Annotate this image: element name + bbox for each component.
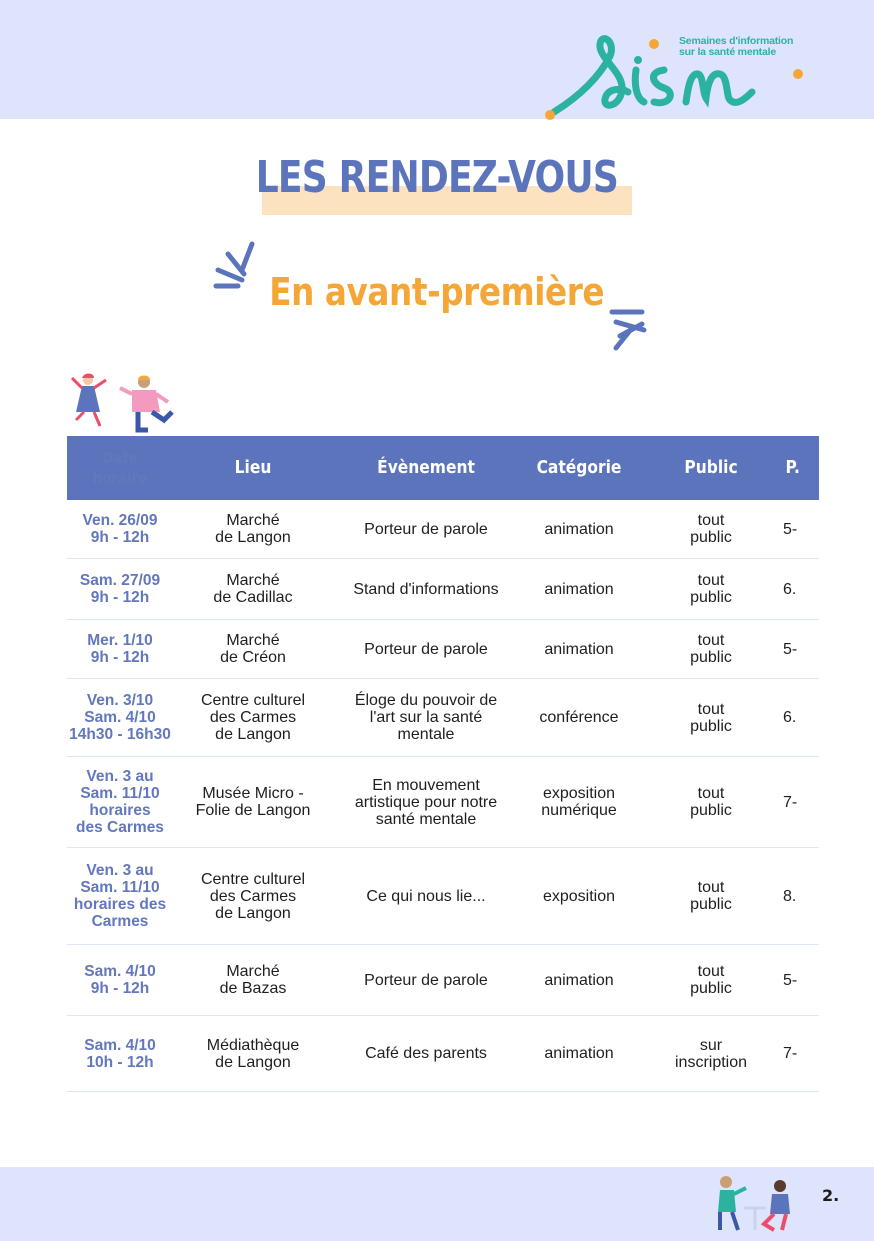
burst-right-icon xyxy=(608,304,654,352)
header-categorie: Catégorie xyxy=(536,457,622,478)
cell-page: 5- xyxy=(783,640,798,658)
cell-date: Sam. 4/10 10h - 12h xyxy=(84,1036,156,1071)
jumping-people-illustration xyxy=(68,372,186,434)
logo-tagline: Semaines d'information sur la santé mentale xyxy=(679,35,794,58)
table-row xyxy=(67,559,819,620)
cell-categorie: animation xyxy=(544,520,614,538)
cell-public: sur inscription xyxy=(674,1036,748,1071)
cell-lieu: Marché de Bazas xyxy=(219,963,287,997)
cell-categorie: exposition numérique xyxy=(541,785,617,819)
cell-categorie: conférence xyxy=(539,709,619,726)
cell-lieu: Médiathèque de Langon xyxy=(206,1036,300,1071)
table-row xyxy=(67,945,819,1016)
cell-public: tout public xyxy=(690,879,732,913)
table-row xyxy=(67,500,819,559)
cell-categorie: animation xyxy=(544,640,614,658)
cell-date: Ven. 3 au Sam. 11/10 horaires des Carmes xyxy=(73,862,167,930)
cell-categorie: animation xyxy=(544,580,614,598)
cell-date: Ven. 26/09 9h - 12h xyxy=(82,512,158,546)
cell-evenement: Porteur de parole xyxy=(364,971,488,989)
cell-page: 8. xyxy=(783,887,797,905)
cell-evenement: Porteur de parole xyxy=(364,520,488,538)
header-lieu: Lieu xyxy=(234,457,272,478)
cell-evenement: Stand d'informations xyxy=(353,580,499,598)
cell-page: 7- xyxy=(783,1045,798,1062)
cell-public: tout public xyxy=(690,512,732,546)
cell-public: tout public xyxy=(690,572,732,606)
cell-evenement: Café des parents xyxy=(365,1045,487,1062)
header-public: Public xyxy=(684,457,738,478)
cell-public: tout public xyxy=(690,963,732,997)
cell-lieu: Centre culturel des Carmes de Langon xyxy=(200,870,306,922)
cell-public: tout public xyxy=(690,632,732,666)
cell-page: 5- xyxy=(783,520,798,538)
table-header xyxy=(67,436,819,500)
cell-evenement: En mouvement artistique pour notre santé mentale xyxy=(354,776,498,828)
cell-evenement: Ce qui nous lie... xyxy=(366,887,486,905)
header-date: Date horaire xyxy=(92,449,148,487)
page-subtitle: En avant-première xyxy=(269,270,605,314)
cell-public: tout public xyxy=(690,700,732,735)
cell-lieu: Marché de Langon xyxy=(215,512,291,546)
cell-page: 7- xyxy=(783,793,798,811)
table-row xyxy=(67,757,819,848)
cell-categorie: exposition xyxy=(542,887,616,905)
cell-lieu: Marché de Créon xyxy=(220,632,286,666)
cell-date: Ven. 3 au Sam. 11/10 horaires des Carmes xyxy=(76,768,164,836)
cell-date: Ven. 3/10 Sam. 4/10 14h30 - 16h30 xyxy=(69,692,171,743)
table-row xyxy=(67,848,819,945)
cell-date: Sam. 27/09 9h - 12h xyxy=(79,572,161,606)
table-row xyxy=(67,620,819,679)
cell-page: 6. xyxy=(783,580,797,598)
cell-evenement: Éloge du pouvoir de l'art sur la santé mentale xyxy=(354,692,498,743)
table-row xyxy=(67,679,819,757)
cell-categorie: animation xyxy=(544,1045,614,1062)
cell-page: 6. xyxy=(783,709,797,726)
events-table xyxy=(67,436,819,1092)
cell-lieu: Marché de Cadillac xyxy=(213,572,293,606)
cell-date: Sam. 4/10 9h - 12h xyxy=(84,963,156,997)
header-page: P. xyxy=(785,458,800,478)
table-row xyxy=(67,1016,819,1092)
cell-lieu: Centre culturel des Carmes de Langon xyxy=(200,692,306,743)
cell-evenement: Porteur de parole xyxy=(364,640,488,658)
page-title: LES RENDEZ-VOUS xyxy=(255,152,619,203)
cell-page: 5- xyxy=(783,971,798,989)
page-number: 2. xyxy=(822,1186,840,1205)
cell-categorie: animation xyxy=(544,971,614,989)
cafe-people-illustration xyxy=(708,1172,796,1234)
cell-date: Mer. 1/10 9h - 12h xyxy=(87,632,153,666)
cell-lieu: Musée Micro - Folie de Langon xyxy=(195,785,311,819)
cell-public: tout public xyxy=(690,785,732,819)
header-evenement: Évènement xyxy=(377,457,475,478)
